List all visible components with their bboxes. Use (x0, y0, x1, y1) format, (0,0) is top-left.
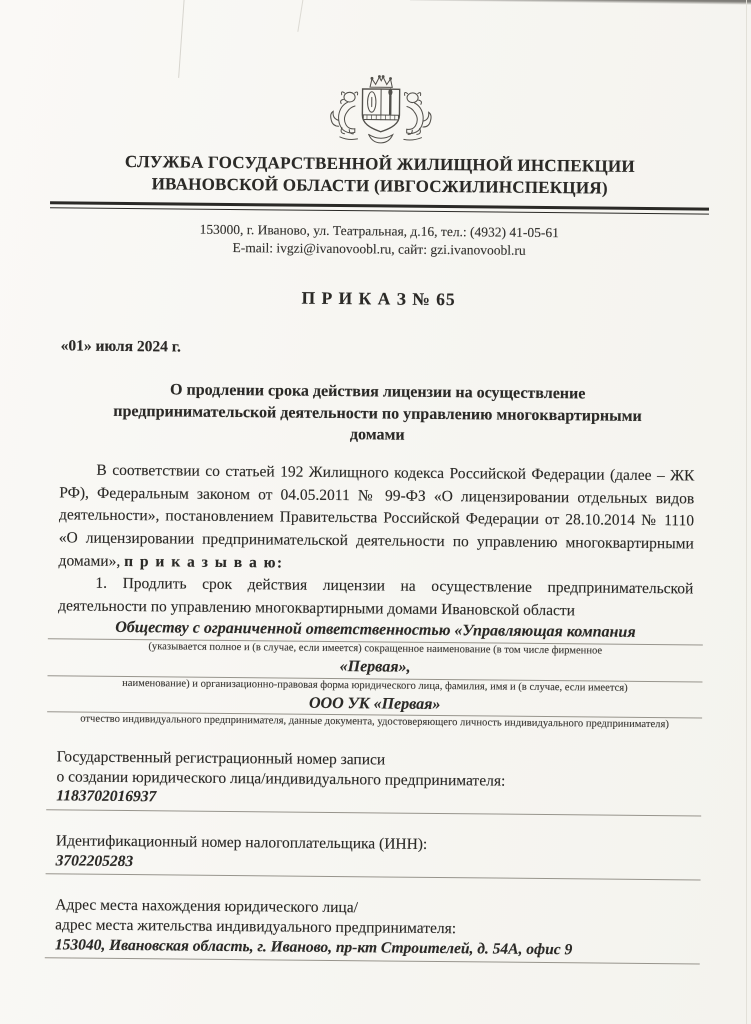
preamble-text: В соответствии со статьей 192 Жилищного кодекса Российской Федерации (далее – ЖК РФ), Федеральным законом от 04.05.2011 № 99-ФЗ «О лицензировании отдельных видов деятельности», постановлением Правительства Российской Федерации от 28.10.2014 № 1110 «О лицензировании предпринимательской деятельности по управлению многоквартирными домами», (58, 461, 695, 570)
form-caption-1: (указывается полное и (в случае, если имеется) сокращенное наименование (в том числе фирменное (148, 640, 603, 657)
registration-number-block (56, 747, 692, 816)
registration-label-line2: о создании юридического лица/индивидуального предпринимателя: (56, 768, 506, 790)
form-caption-3: отчество индивидуального предпринимателя, данные документа, удостоверяющего личность индивидуального предпринимателя) (80, 713, 669, 731)
address-value-line (45, 935, 700, 965)
address-block (55, 896, 691, 965)
organization-name (62, 150, 697, 200)
contact-info (62, 219, 697, 263)
clause-1-paragraph: 1. Продлить срок действия лицензии на осуществление предпринимательской деятельности по управлению многоквартирными домами Ивановской области (58, 574, 694, 620)
address-value: 153040, Ивановская область, г. Иваново, пр-кт Строителей, д. 54А, офис 9 (54, 936, 573, 959)
address-label-line2: адрес места жительства индивидуального предпринимателя: (55, 916, 457, 938)
contact-email-site: E-mail: ivgzi@ivanovoobl.ru, сайт: gzi.ivanovoobl.ru (232, 240, 526, 259)
org-name-line2: ИВАНОВСКОЙ ОБЛАСТИ (ИВГОСЖИЛИНСПЕКЦИЯ) (151, 173, 608, 198)
inn-label: Идентификационный номер налогоплательщика (ИНН): (55, 832, 428, 854)
registration-number-value: 1183702016937 (56, 787, 157, 806)
inn-value-line (46, 851, 701, 881)
contact-address-phone: 153000, г. Иваново, ул. Театральная, д.16, тел.: (4932) 41-05-61 (199, 221, 560, 240)
order-subject-title: О продлении срока действия лицензии на осуществление предпринимательской деятельности по управлению многоквартирными домами (113, 381, 642, 445)
order-date: «01» июля 2024 г. (60, 337, 182, 356)
licensee-name-line2: «Первая», (47, 655, 702, 682)
address-label-line1: Адрес места нахождения юридического лица/ (55, 896, 359, 917)
form-caption-2: наименование) и организационно-правовая форма юридического лица, фамилия, имя и (в случае, если имеется) (122, 677, 628, 694)
order-number-heading: П Р И К А З № 65 (301, 287, 456, 310)
order-keyword: п р и к а з ы в а ю: (124, 552, 284, 572)
header-divider (50, 201, 709, 214)
licensee-name-line1: Обществу с ограниченной ответственностью «Управляющая компания (48, 618, 703, 645)
inn-block (56, 831, 691, 880)
org-name-line1: СЛУЖБА ГОСУДАРСТВЕННОЙ ЖИЛИЩНОЙ ИНСПЕКЦИИ (124, 151, 636, 176)
coat-of-arms-icon (63, 69, 699, 153)
registration-value-line (46, 787, 701, 817)
preamble-paragraph (58, 459, 694, 578)
registration-label-line1: Государственный регистрационный номер записи (56, 748, 386, 769)
inn-value: 3702205283 (55, 852, 134, 870)
licensee-short-name: ООО УК «Первая» (47, 691, 702, 718)
